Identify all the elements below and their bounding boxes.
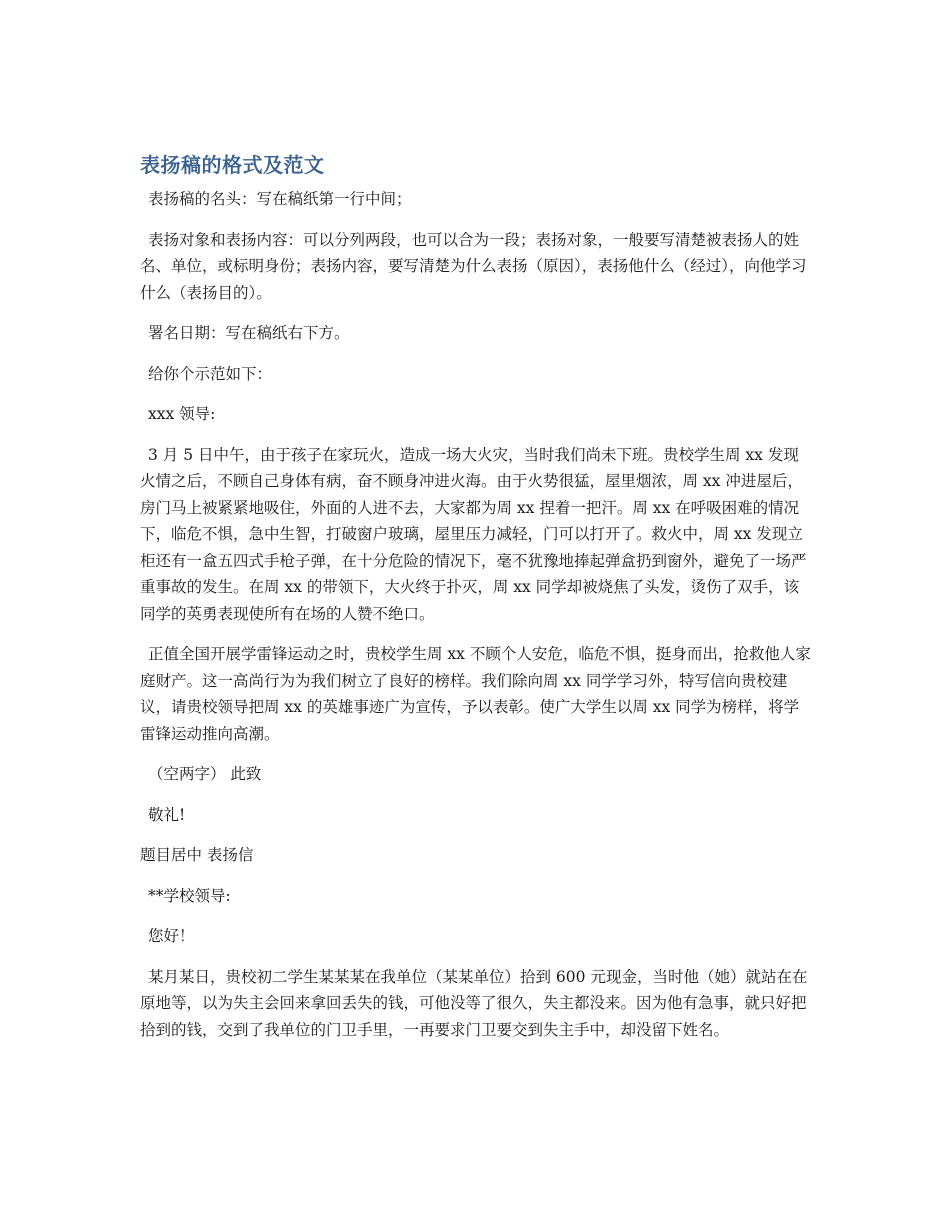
- document-title: 表扬稿的格式及范文: [140, 153, 325, 177]
- paragraph-content-rule: 表扬对象和表扬内容：可以分列两段，也可以合为一段；表扬对象，一般要写清楚被表扬人的姓名、单位，或标明身份；表扬内容，要写清楚为什么表扬（原因），表扬他什么（经过），向他学习什么（表扬目的）。: [140, 230, 807, 302]
- paragraph-salutation: xxx 领导:: [148, 405, 216, 423]
- paragraph-fire-story: 3 月 5 日中午，由于孩子在家玩火，造成一场大火灾，当时我们尚未下班。贵校学生周 xx 发现火情之后，不顾自己身体有病，奋不顾身冲进火海。由于火势很猛，屋里烟浓，周 xx 冲进屋后，房门马上被紧紧地吸住，外面的人进不去，大家都为周 xx 捏着一把汗。周 xx 在呼吸困难的情况下，临危不惧，急中生智，打破窗户玻璃，屋里压力减轻，门可以打开了。救火中，周 xx 发现立柜还有一盒五四式手枪子弹，在十分危险的情况下，毫不犹豫地捧起弹盒扔到窗外，避免了一场严重事故的发生。在周 xx 的带领下，大火终于扑灭，周 xx 同学却被烧焦了头发，烫伤了双手，该同学的英勇表现使所有在场的人赞不绝口。: [140, 445, 807, 623]
- paragraph-lei-feng: 正值全国开展学雷锋运动之时，贵校学生周 xx 不顾个人安危，临危不惧，挺身而出，抢救他人家庭财产。这一高尚行为为我们树立了良好的榜样。我们除向周 xx 同学学习外，特写信向贵校建议，请贵校领导把周 xx 的英雄事迹广为宣传，予以表彰。使广大学生以周 xx 同学为榜样，将学雷锋运动推向高潮。: [140, 645, 811, 743]
- paragraph-example-intro: 给你个示范如下：: [148, 364, 273, 383]
- paragraph-second-salutation: **学校领导:: [148, 886, 231, 905]
- paragraph-greeting: 您好！: [148, 927, 195, 945]
- paragraph-heading-rule: 表扬稿的名头：写在稿纸第一行中间；: [148, 190, 412, 208]
- document-page: [140, 150, 812, 1057]
- paragraph-found-money: 某月某日，贵校初二学生某某某在我单位（某某单位）拾到 600 元现金，当时他（她）就站在在原地等，以为失主会回来拿回丢失的钱，可他没等了很久，失主都没来。因为他有急事，就只好把拾到的钱，交到了我单位的门卫手里，一再要求门卫要交到失主手中，却没留下姓名。: [140, 967, 808, 1039]
- paragraph-salute: 敬礼!: [148, 805, 186, 824]
- paragraph-second-title: 题目居中 表扬信: [140, 846, 254, 864]
- paragraph-closing: （空两字） 此致: [148, 765, 262, 783]
- paragraph-signature-rule: 署名日期：写在稿纸右下方。: [148, 324, 350, 342]
